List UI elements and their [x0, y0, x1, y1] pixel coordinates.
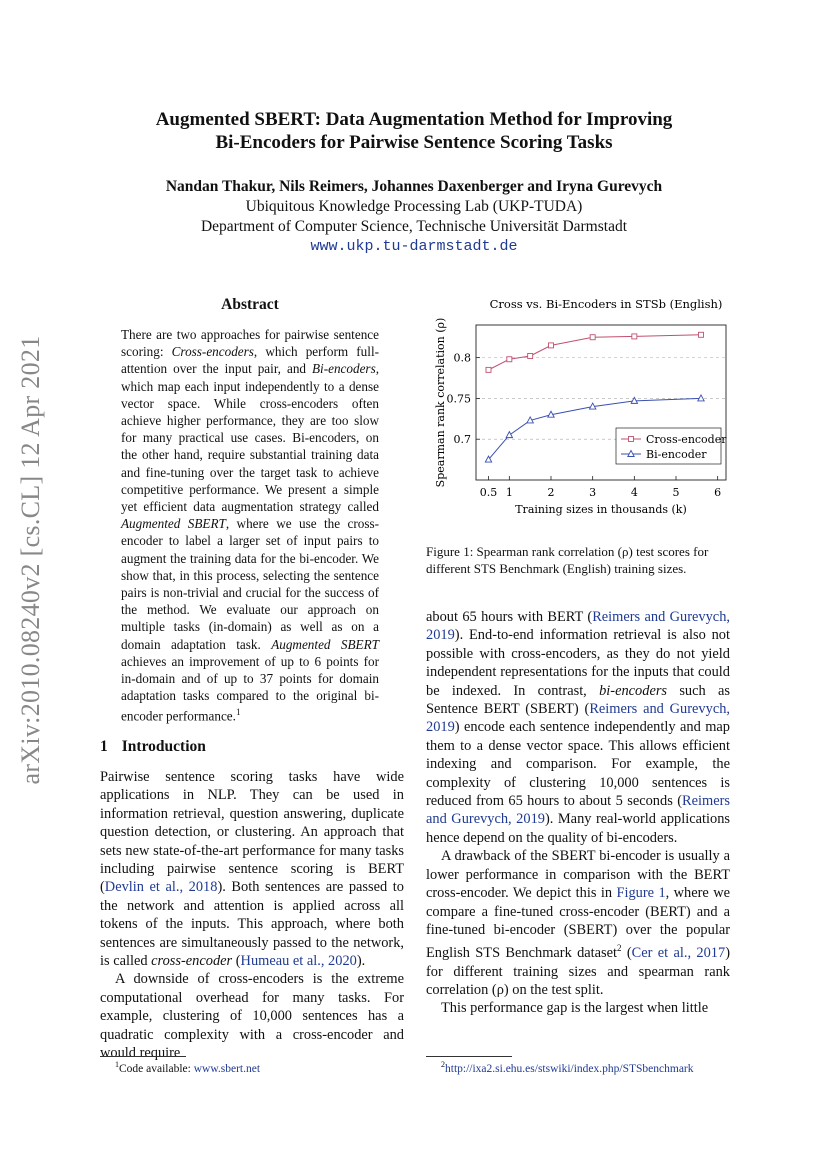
section-title: Introduction [121, 738, 206, 755]
section-heading-introduction [100, 738, 206, 756]
abstract-span: , which map each input independently to a dense vector space. While cross-encoders often achieve higher performance, they are too slow for many practical use cases. Bi-encoders, on the other hand, require substantial training data and fine-tuning over the target task to achieve competitive performance. We present a simple yet efficient data augmentation strategy called [121, 361, 379, 515]
text-span: ). [356, 953, 366, 970]
paragraph [426, 847, 730, 999]
paragraph: This performance gap is the largest when little [441, 1000, 709, 1017]
title-line-2: Bi-Encoders for Pairwise Sentence Scoring Tasks [215, 132, 613, 153]
affiliation-2: Department of Computer Science, Technische Universität Darmstadt [200, 218, 628, 235]
x-axis-label: Training sizes in thousands (k) [515, 503, 687, 516]
x-tick-label: 5 [672, 486, 680, 499]
y-tick-label: 0.8 [453, 351, 471, 365]
text-span: Pairwise sentence scoring tasks have wide applications in NLP. They can be used in information retrieval, question answering, duplicate question detection, or clustering. An approach that sets new state-of-the-art performance for many tasks including pairwise sentence scoring is BERT ( [100, 769, 404, 896]
data-point [549, 343, 554, 348]
footnote-link[interactable]: http://ixa2.si.ehu.es/stswiki/index.php/STSbenchmark [445, 1062, 694, 1075]
figure-1-chart [426, 290, 736, 535]
data-point [590, 335, 595, 340]
data-point [632, 334, 637, 339]
footnote-mark: 1 [115, 1060, 119, 1069]
data-point [486, 367, 491, 372]
title-line-1: Augmented SBERT: Data Augmentation Method for Improving [155, 109, 673, 130]
paper-title [0, 108, 828, 154]
x-tick-label: 1 [505, 486, 513, 499]
footnote-mark: 2 [441, 1060, 445, 1069]
abstract-em: Augmented SBERT [271, 636, 379, 652]
text-em: cross-encoder [151, 953, 233, 970]
legend-marker [629, 437, 634, 442]
text-span: , where we compare a fine-tuned cross-encoder (BERT) and a fine-tuned bi-encoder (SBERT) over the popular English STS Benchmark dataset [426, 885, 731, 962]
x-tick-label: 3 [589, 486, 597, 499]
footnote-marker-1[interactable]: 1 [235, 707, 241, 718]
data-point [506, 432, 512, 438]
citation-link[interactable]: Cer et al., 2017 [631, 945, 726, 962]
legend-label: Bi-encoder [646, 448, 707, 461]
data-point [699, 332, 704, 337]
abstract-span: There are two approaches for pairwise sentence scoring: [121, 327, 379, 360]
text-span: ) for different training sizes and spearman rank correlation (ρ) on the test split. [426, 945, 730, 998]
figure-ref-link[interactable]: Figure 1 [616, 885, 666, 902]
paragraph [100, 768, 404, 970]
author-names: Nandan Thakur, Nils Reimers, Johannes Daxenberger and Iryna Gurevych [165, 178, 663, 195]
citation-link[interactable]: Reimers and Gurevych, 2019 [426, 793, 730, 828]
x-tick-label: 4 [630, 486, 638, 499]
text-span: about 65 hours with BERT ( [426, 609, 593, 625]
author-block [0, 177, 828, 257]
footnote-1 [115, 1060, 260, 1075]
footnote-link[interactable]: www.sbert.net [193, 1062, 261, 1075]
footnote-text: Code available: [119, 1062, 194, 1075]
y-tick-label: 0.7 [453, 433, 471, 447]
text-span: A drawback of the SBERT bi-encoder is usually a lower performance in comparison with the BERT cross-encoder. We depict this in [426, 848, 730, 902]
data-point [528, 354, 533, 359]
y-tick-label: 0.75 [446, 392, 471, 406]
citation-link[interactable]: Devlin et al., 2018 [104, 879, 218, 896]
text-em: bi-encoders [599, 682, 668, 699]
footnote-2 [441, 1060, 694, 1075]
paragraph [426, 608, 730, 847]
text-span: such as Sentence BERT (SBERT) ( [426, 682, 731, 718]
abstract-em: Bi-encoders [311, 361, 376, 377]
abstract-span: , which perform full-attention over the input pair, and [121, 344, 379, 377]
text-span: ). End-to-end information retrieval is also not possible with cross-encoders, as they do not yield independent representations for the inputs that could be indexed. In contrast, [426, 627, 730, 699]
x-tick-label: 2 [547, 486, 555, 499]
lab-url[interactable]: www.ukp.tu-darmstadt.de [310, 238, 518, 255]
left-column-body [100, 768, 404, 1063]
chart-svg [426, 290, 736, 535]
text-span: ) encode each sentence independently and map them to a dense vector space. This allows efficient indexing and comparison. For example, the complexity of clustering 10,000 sentences is reduced from 65 hours to about 5 seconds ( [426, 719, 730, 810]
abstract-heading: Abstract [221, 296, 279, 313]
right-column-body [426, 608, 730, 1018]
y-axis-label: Spearman rank correlation (ρ) [434, 317, 447, 488]
abstract-span: achieves an improvement of up to 6 points for in-domain and of up to 37 points for domain adaptation tasks compared to the original bi-encoder performance. [121, 653, 379, 724]
abstract-em: Augmented SBERT [121, 516, 226, 532]
abstract-text [121, 326, 379, 725]
affiliation-1: Ubiquitous Knowledge Processing Lab (UKP-TUDA) [245, 198, 583, 215]
abstract-em: Cross-encoders [171, 344, 254, 360]
section-number: 1 [100, 738, 108, 755]
figure-1-caption: Figure 1: Spearman rank correlation (ρ) test scores for different STS Benchmark (English) training sizes. [426, 544, 709, 576]
arxiv-id: arXiv:2010.08240v2 [cs.CL] 12 Apr 2021 [16, 335, 45, 785]
x-tick-label: 0.5 [479, 486, 498, 499]
abstract-span: , where we use the cross-encoder to label a larger set of input pairs to augment the training data for the bi-encoder. We show that, in this process, selecting the sentence pairs is non-trivial and crucial for the success of the method. We evaluate our approach on multiple tasks (in-domain) as well as on a domain adaptation task. [121, 516, 380, 652]
data-point [507, 357, 512, 362]
citation-link[interactable]: Humeau et al., 2020 [240, 953, 357, 970]
chart-title: Cross vs. Bi-Encoders in STSb (English) [489, 297, 723, 311]
legend-label: Cross-encoder [646, 433, 727, 446]
data-point [698, 395, 704, 401]
citation-link[interactable]: Reimers and Gurevych, 2019 [426, 609, 730, 644]
citation-link[interactable]: Reimers and Gurevych, 2019 [426, 701, 730, 736]
arxiv-stamp [14, 280, 48, 840]
x-tick-label: 6 [714, 486, 722, 499]
text-span: ). Many real-world applications hence depend on the quality of bi-encoders. [426, 811, 730, 846]
text-span: ). Both sentences are passed to the network and attention is applied across all tokens of the inputs. This approach, where both sentences are simultaneously passed to the network, is called [100, 879, 404, 970]
paragraph: A downside of cross-encoders is the extreme computational overhead for many tasks. For example, clustering of 10,000 sentences has a quadratic complexity with a cross-encoder and would require [100, 971, 404, 1062]
text-span: ( [232, 953, 241, 970]
footnote-rule [100, 1056, 186, 1057]
footnote-rule [426, 1056, 512, 1057]
text-span: ( [621, 945, 632, 962]
footnote-marker-2[interactable]: 2 [617, 943, 622, 954]
